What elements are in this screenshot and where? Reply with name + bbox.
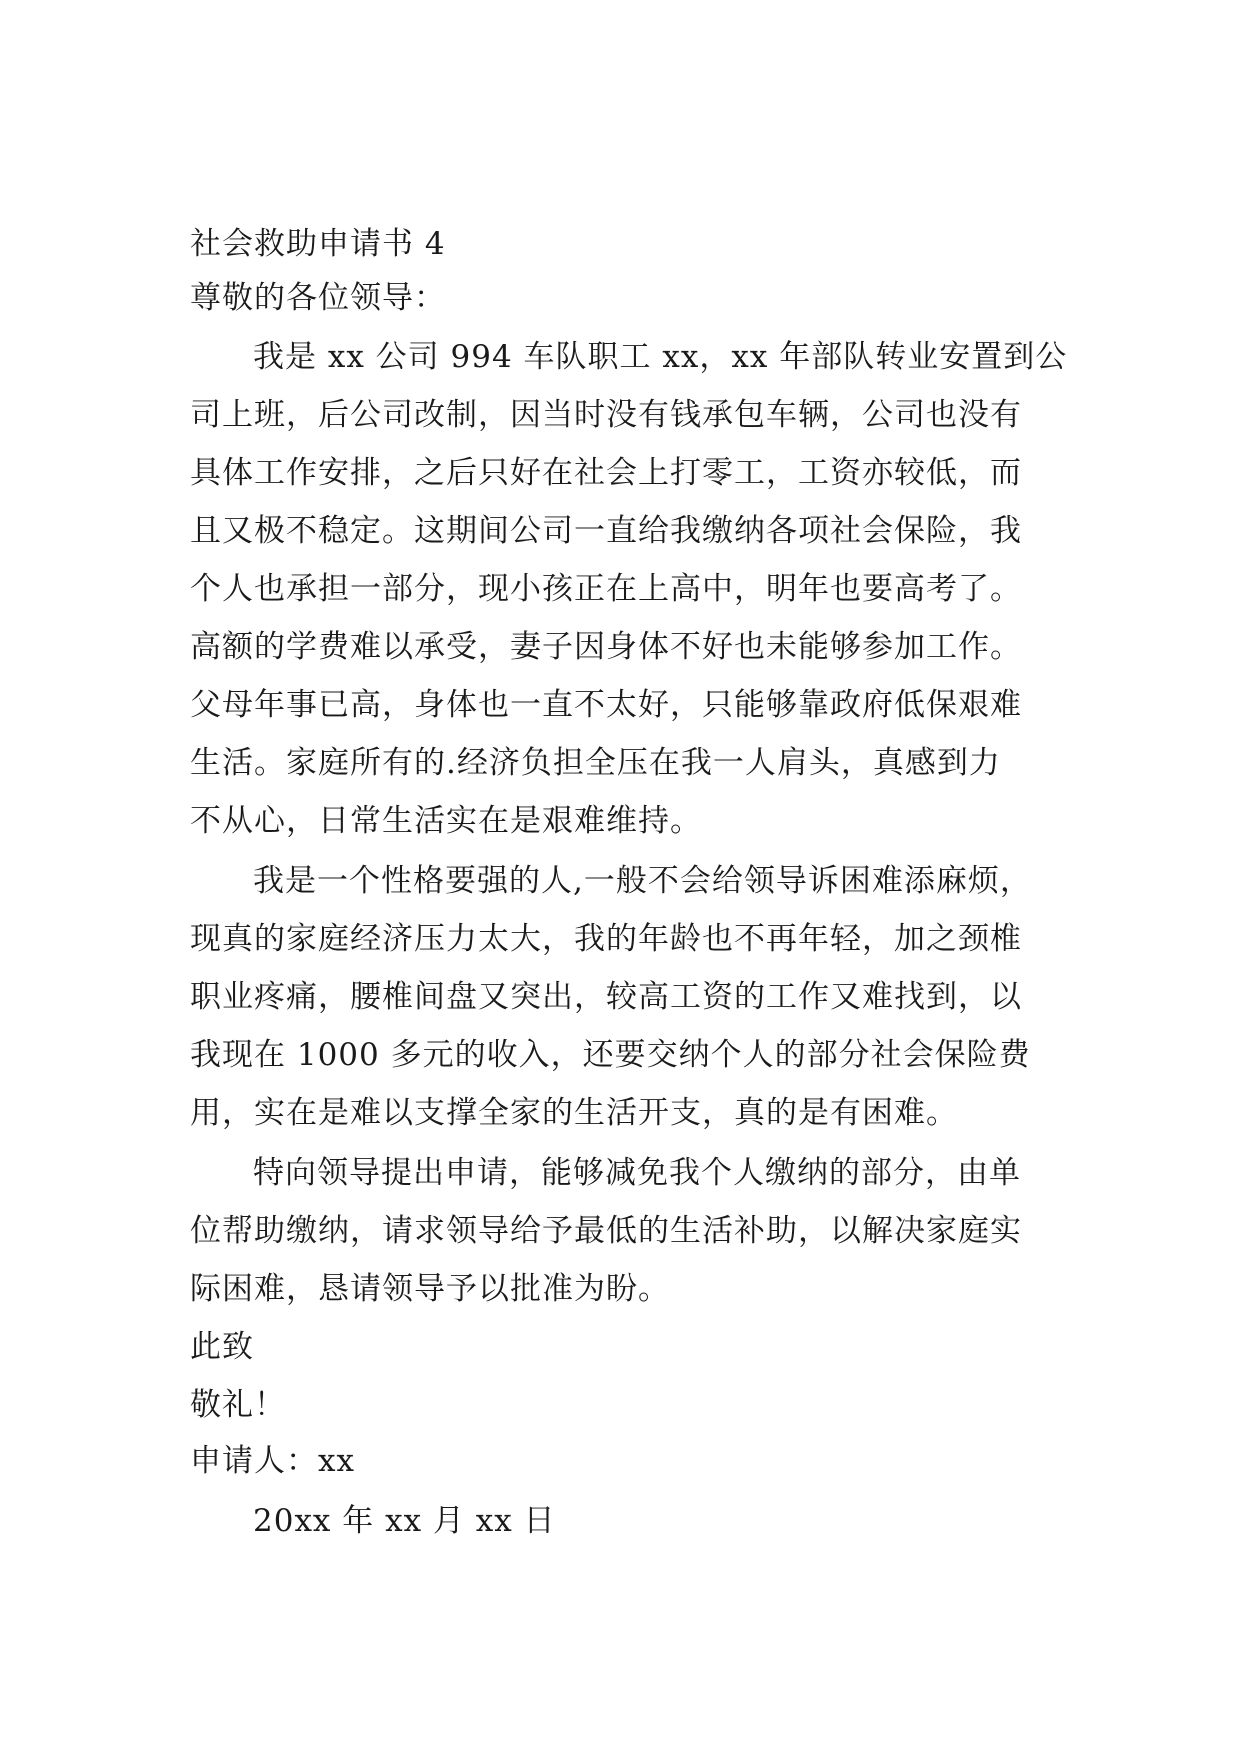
paragraph-line: 我是一个性格要强的人,一般不会给领导诉困难添麻烦， xyxy=(253,863,1032,899)
paragraph-line: 我现在 1000 多元的收入，还要交纳个人的部分社会保险费 xyxy=(190,1037,1031,1073)
paragraph-line: 特向领导提出申请，能够减免我个人缴纳的部分，由单 xyxy=(253,1155,1021,1191)
paragraph-line: 职业疼痛，腰椎间盘又突出，较高工资的工作又难找到，以 xyxy=(190,979,1022,1015)
closing-cizhi: 此致 xyxy=(190,1329,254,1365)
paragraph-line: 司上班，后公司改制，因当时没有钱承包车辆，公司也没有 xyxy=(190,397,1022,433)
paragraph-line: 生活。家庭所有的.经济负担全压在我一人肩头，真感到力 xyxy=(190,745,1001,781)
closing-jingli: 敬礼！ xyxy=(190,1387,286,1423)
document-title: 社会救助申请书 4 xyxy=(190,226,446,262)
paragraph-line: 现真的家庭经济压力太大，我的年龄也不再年轻，加之颈椎 xyxy=(190,921,1022,957)
paragraph-line: 具体工作安排，之后只好在社会上打零工，工资亦较低，而 xyxy=(190,455,1022,491)
paragraph-line: 不从心，日常生活实在是艰难维持。 xyxy=(190,803,702,839)
paragraph-line: 际困难，恳请领导予以批准为盼。 xyxy=(190,1271,670,1307)
paragraph-line: 用，实在是难以支撑全家的生活开支，真的是有困难。 xyxy=(190,1095,958,1131)
paragraph-line: 位帮助缴纳，请求领导给予最低的生活补助，以解决家庭实 xyxy=(190,1213,1022,1249)
paragraph-line: 父母年事已高，身体也一直不太好，只能够靠政府低保艰难 xyxy=(190,687,1022,723)
paragraph-line: 个人也承担一部分，现小孩正在上高中，明年也要高考了。 xyxy=(190,571,1022,607)
paragraph-line: 且又极不稳定。这期间公司一直给我缴纳各项社会保险，我 xyxy=(190,513,1022,549)
applicant-signature: 申请人：xx xyxy=(190,1443,355,1479)
paragraph-line: 我是 xx 公司 994 车队职工 xx，xx 年部队转业安置到公 xyxy=(253,339,1068,375)
salutation: 尊敬的各位领导： xyxy=(190,280,446,316)
paragraph-line: 高额的学费难以承受，妻子因身体不好也未能够参加工作。 xyxy=(190,629,1022,665)
date-line: 20xx 年 xx 月 xx 日 xyxy=(253,1503,556,1539)
